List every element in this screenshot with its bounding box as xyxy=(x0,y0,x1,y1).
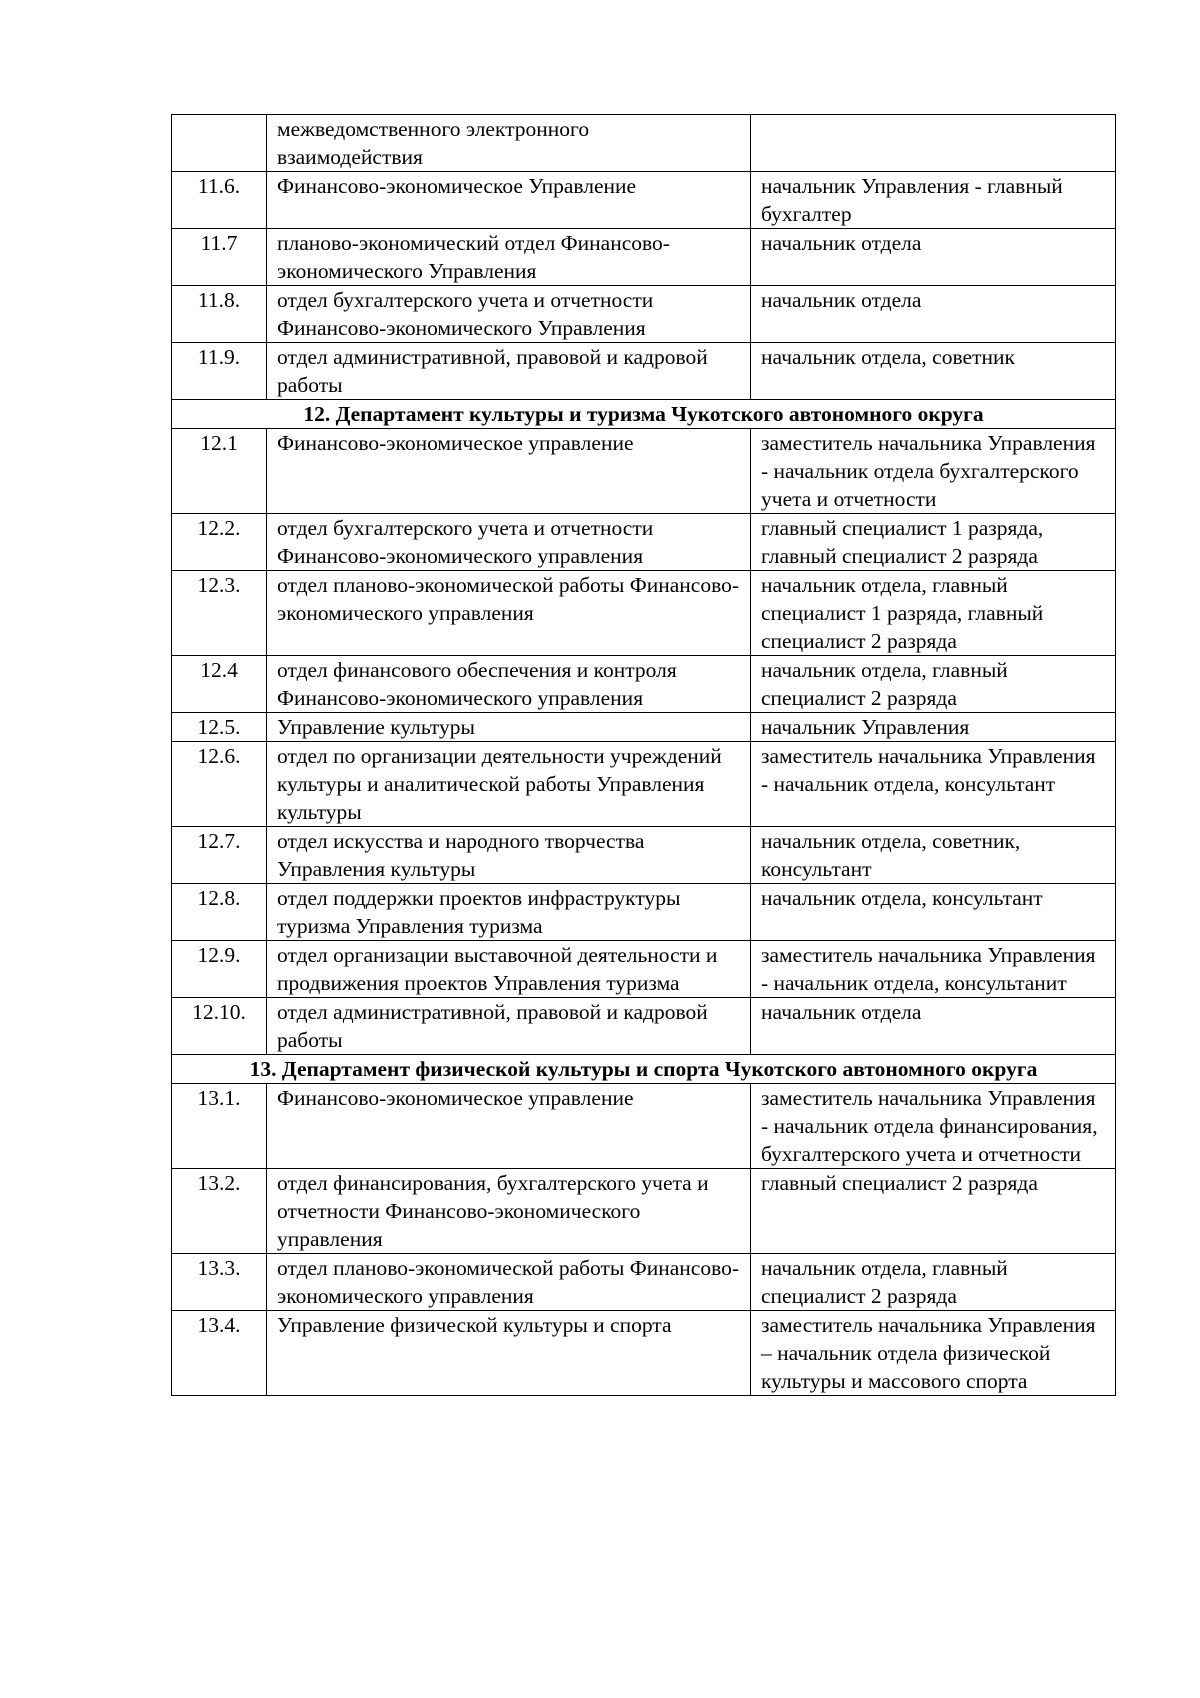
department-name: отдел организации выставочной деятельности и продвижения проектов Управления туризма xyxy=(267,941,751,998)
position-titles: заместитель начальника Управления - начальник отдела, консультант xyxy=(751,742,1116,827)
table-row xyxy=(172,1084,1116,1169)
department-name: отдел по организации деятельности учреждений культуры и аналитической работы Управления культуры xyxy=(267,742,751,827)
position-titles: начальник отдела, советник, консультант xyxy=(751,827,1116,884)
row-number: 13.3. xyxy=(172,1254,267,1311)
department-name: планово-экономический отдел Финансово-экономического Управления xyxy=(267,229,751,286)
department-name: отдел планово-экономической работы Финансово-экономического управления xyxy=(267,1254,751,1311)
position-titles xyxy=(751,115,1116,172)
row-number: 12.7. xyxy=(172,827,267,884)
position-titles: начальник Управления - главный бухгалтер xyxy=(751,172,1116,229)
row-number: 12.5. xyxy=(172,713,267,742)
row-number: 12.8. xyxy=(172,884,267,941)
position-titles: заместитель начальника Управления - начальник отдела, консультанит xyxy=(751,941,1116,998)
position-titles: заместитель начальника Управления - начальник отдела бухгалтерского учета и отчетности xyxy=(751,429,1116,514)
table-row xyxy=(172,514,1116,571)
table-row xyxy=(172,571,1116,656)
department-name: отдел искусства и народного творчества Управления культуры xyxy=(267,827,751,884)
table-row xyxy=(172,172,1116,229)
table-row xyxy=(172,229,1116,286)
department-name: отдел планово-экономической работы Финансово-экономического управления xyxy=(267,571,751,656)
row-number: 12.10. xyxy=(172,998,267,1055)
positions-table-body xyxy=(172,115,1116,1396)
position-titles: заместитель начальника Управления – начальник отдела физической культуры и массового спорта xyxy=(751,1311,1116,1396)
row-number: 13.1. xyxy=(172,1084,267,1169)
department-name: Управление культуры xyxy=(267,713,751,742)
department-name: отдел поддержки проектов инфраструктуры туризма Управления туризма xyxy=(267,884,751,941)
position-titles: начальник Управления xyxy=(751,713,1116,742)
row-number xyxy=(172,115,267,172)
table-row xyxy=(172,1311,1116,1396)
position-titles: начальник отдела xyxy=(751,229,1116,286)
department-name: Управление физической культуры и спорта xyxy=(267,1311,751,1396)
table-row xyxy=(172,656,1116,713)
position-titles: начальник отдела, главный специалист 2 разряда xyxy=(751,656,1116,713)
row-number: 12.4 xyxy=(172,656,267,713)
section-title: 13. Департамент физической культуры и спорта Чукотского автономного округа xyxy=(172,1055,1116,1084)
table-row xyxy=(172,827,1116,884)
department-name: отдел административной, правовой и кадровой работы xyxy=(267,998,751,1055)
positions-table xyxy=(171,114,1116,1396)
table-row xyxy=(172,286,1116,343)
table-row xyxy=(172,941,1116,998)
department-name: Финансово-экономическое управление xyxy=(267,429,751,514)
table-row xyxy=(172,998,1116,1055)
department-name: Финансово-экономическое управление xyxy=(267,1084,751,1169)
table-row xyxy=(172,713,1116,742)
row-number: 11.9. xyxy=(172,343,267,400)
section-title: 12. Департамент культуры и туризма Чукотского автономного округа xyxy=(172,400,1116,429)
position-titles: начальник отдела, главный специалист 2 разряда xyxy=(751,1254,1116,1311)
row-number: 12.6. xyxy=(172,742,267,827)
position-titles: начальник отдела xyxy=(751,998,1116,1055)
row-number: 11.7 xyxy=(172,229,267,286)
department-name: отдел административной, правовой и кадровой работы xyxy=(267,343,751,400)
table-row xyxy=(172,1169,1116,1254)
row-number: 12.3. xyxy=(172,571,267,656)
position-titles: начальник отдела xyxy=(751,286,1116,343)
position-titles: заместитель начальника Управления - начальник отдела финансирования, бухгалтерского учета и отчетности xyxy=(751,1084,1116,1169)
table-row xyxy=(172,429,1116,514)
table-row xyxy=(172,343,1116,400)
table-row xyxy=(172,742,1116,827)
row-number: 11.8. xyxy=(172,286,267,343)
section-header-row xyxy=(172,400,1116,429)
table-row xyxy=(172,884,1116,941)
department-name: отдел бухгалтерского учета и отчетности Финансово-экономического управления xyxy=(267,514,751,571)
department-name: отдел бухгалтерского учета и отчетности Финансово-экономического Управления xyxy=(267,286,751,343)
position-titles: главный специалист 2 разряда xyxy=(751,1169,1116,1254)
row-number: 13.2. xyxy=(172,1169,267,1254)
department-name: отдел финансирования, бухгалтерского учета и отчетности Финансово-экономического управления xyxy=(267,1169,751,1254)
table-row xyxy=(172,115,1116,172)
position-titles: начальник отдела, главный специалист 1 разряда, главный специалист 2 разряда xyxy=(751,571,1116,656)
position-titles: главный специалист 1 разряда, главный специалист 2 разряда xyxy=(751,514,1116,571)
department-name: межведомственного электронного взаимодействия xyxy=(267,115,751,172)
section-header-row xyxy=(172,1055,1116,1084)
row-number: 12.1 xyxy=(172,429,267,514)
table-row xyxy=(172,1254,1116,1311)
position-titles: начальник отдела, советник xyxy=(751,343,1116,400)
row-number: 12.9. xyxy=(172,941,267,998)
position-titles: начальник отдела, консультант xyxy=(751,884,1116,941)
row-number: 12.2. xyxy=(172,514,267,571)
department-name: отдел финансового обеспечения и контроля Финансово-экономического управления xyxy=(267,656,751,713)
department-name: Финансово-экономическое Управление xyxy=(267,172,751,229)
row-number: 11.6. xyxy=(172,172,267,229)
row-number: 13.4. xyxy=(172,1311,267,1396)
